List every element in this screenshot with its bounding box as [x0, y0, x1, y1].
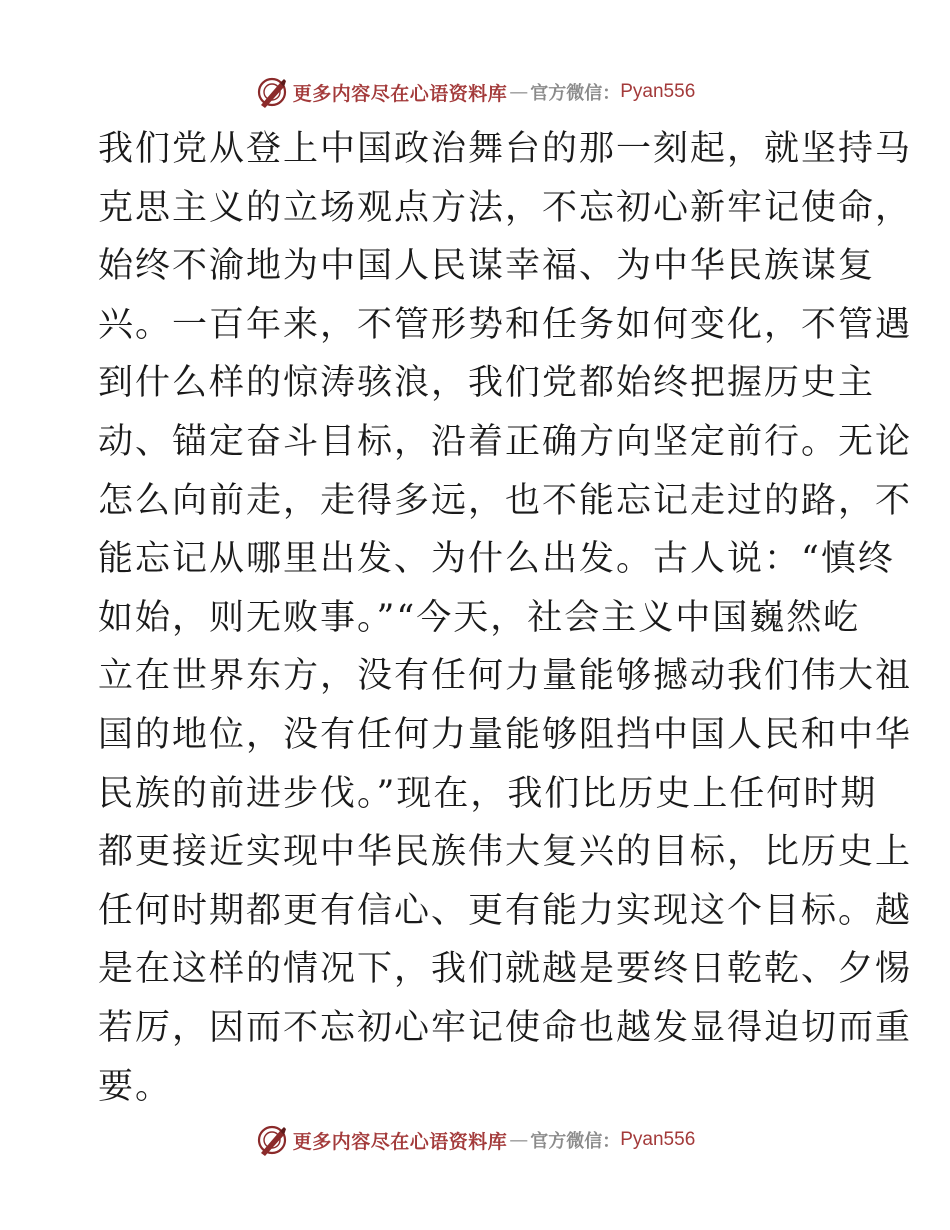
text-line: 立在世界东方，没有任何力量能够撼动我们伟大祖 — [98, 656, 913, 697]
footer-banner-content — [255, 1123, 696, 1157]
footer-banner — [0, 1118, 950, 1162]
text-line: 民族的前进步伐。”现在，我们比历史上任何时期 — [98, 773, 878, 814]
text-line: 动、锚定奋斗目标，沿着正确方向坚定前行。无论 — [98, 421, 913, 462]
header-banner-content — [255, 75, 696, 109]
text-line: 怎么向前走，走得多远，也不能忘记走过的路，不 — [98, 480, 913, 521]
footer-wechat-label: 官方微信： — [530, 1131, 621, 1152]
text-line: 能忘记从哪里出发、为什么出发。古人说：“慎终 — [98, 539, 895, 580]
text-line: 我们党从登上中国政治舞台的那一刻起，就坚持马 — [98, 129, 913, 169]
header-banner — [0, 70, 950, 114]
text-line: 若厉，因而不忘初心牢记使命也越发显得迫切而重 — [98, 1007, 913, 1048]
text-line: 到什么样的惊涛骇浪，我们党都始终把握历史主 — [98, 363, 876, 404]
text-line: 任何时期都更有信心、更有能力实现这个目标。越 — [98, 890, 913, 931]
footer-wechat-id: Pyan556 — [620, 1129, 696, 1150]
header-wechat-id: Pyan556 — [620, 81, 696, 102]
text-line: 兴。一百年来，不管形势和任务如何变化，不管遇 — [98, 304, 913, 345]
header-brand-text: 更多内容尽在心语资料库 — [292, 82, 508, 105]
body-paragraph — [98, 120, 913, 1116]
text-line: 克思主义的立场观点方法，不忘初心新牢记使命， — [98, 187, 913, 228]
text-line: 都更接近实现中华民族伟大复兴的目标，比历史上 — [98, 832, 913, 873]
pen-logo-icon — [255, 1123, 289, 1157]
text-line: 是在这样的情况下，我们就越是要终日乾乾、夕惕 — [98, 949, 913, 990]
header-wechat-label: 官方微信： — [530, 83, 621, 104]
text-line: 始终不渝地为中国人民谋幸福、为中华民族谋复 — [98, 246, 876, 287]
footer-brand-text: 更多内容尽在心语资料库 — [292, 1130, 508, 1153]
pen-logo-icon — [255, 75, 289, 109]
text-line: 要。 — [98, 1066, 173, 1107]
footer-separator: — — [509, 1129, 529, 1151]
text-line: 国的地位，没有任何力量能够阻挡中国人民和中华 — [98, 714, 913, 755]
header-separator: — — [509, 81, 529, 103]
text-line: 如始，则无败事。”“今天，社会主义中国巍然屹 — [98, 597, 861, 638]
